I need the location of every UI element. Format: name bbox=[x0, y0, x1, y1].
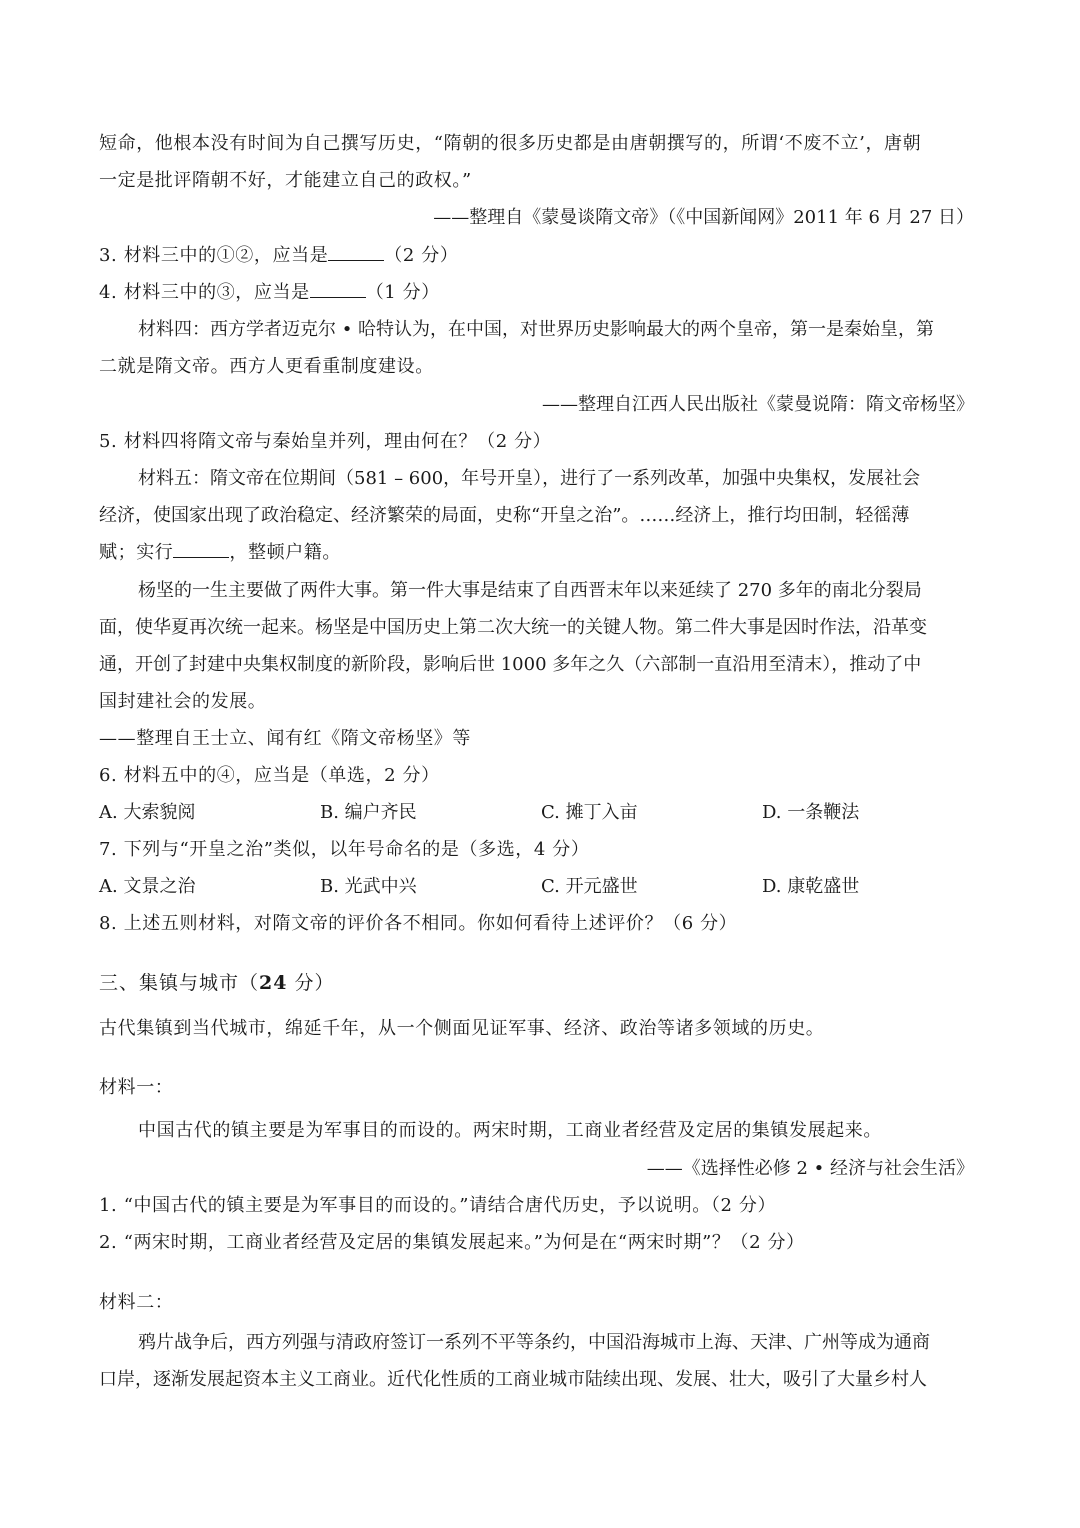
question-8: 8. 上述五则材料，对隋文帝的评价各不相同。你如何看待上述评价？（6 分） bbox=[99, 913, 738, 934]
question-5: 5. 材料四将隋文帝与秦始皇并列，理由何在？（2 分） bbox=[99, 431, 552, 452]
option-d: D. 一条鞭法 bbox=[762, 802, 860, 823]
question-4 bbox=[99, 280, 982, 306]
question-7: 7. 下列与“开皇之治”类似，以年号命名的是（多选，4 分） bbox=[99, 839, 590, 860]
material3-line2: 一定是批评隋朝不好，才能建立自己的政权。” bbox=[99, 170, 472, 191]
material4-source: ——整理自江西人民出版社《蒙曼说隋：隋文帝杨坚》 bbox=[542, 394, 974, 415]
option-b: B. 编户齐民 bbox=[320, 802, 417, 823]
section-3-question-2: 2. “两宋时期，工商业者经营及定居的集镇发展起来。”为何是在“两宋时期”？（2 分） bbox=[99, 1232, 805, 1253]
answer-blank bbox=[328, 244, 384, 261]
question-4-text: 4. 材料三中的③，应当是 bbox=[99, 282, 310, 303]
material5-line3 bbox=[99, 540, 982, 566]
option-a: A. 文景之治 bbox=[99, 876, 196, 897]
material5-para2-line4: 国封建社会的发展。 bbox=[99, 691, 267, 712]
section-3-score: 24 bbox=[259, 972, 288, 994]
material-2-line2: 口岸，逐渐发展起资本主义工商业。近代化性质的工商业城市陆续出现、发展、壮大，吸引了大量乡村人 bbox=[99, 1369, 927, 1390]
question-7-options bbox=[99, 874, 982, 900]
material5-para2-line1: 杨坚的一生主要做了两件大事。第一件大事是结束了自西晋末年以来延续了 270 多年的南北分裂局 bbox=[138, 580, 922, 601]
option-c: C. 开元盛世 bbox=[541, 876, 638, 897]
material5-line2: 经济，使国家出现了政治稳定、经济繁荣的局面，史称“开皇之治”。……经济上，推行均田制，轻徭薄 bbox=[99, 505, 910, 526]
material3-source: ——整理自《蒙曼谈隋文帝》（《中国新闻网》2011 年 6 月 27 日） bbox=[433, 207, 974, 228]
material3-line1: 短命，他根本没有时间为自己撰写历史，“隋朝的很多历史都是由唐朝撰写的，所谓‘不废不立’，唐朝 bbox=[99, 133, 922, 154]
option-b: B. 光武中兴 bbox=[320, 876, 417, 897]
material5-line3-tail: ，整顿户籍。 bbox=[229, 542, 342, 563]
material5-para2-line2: 面，使华夏再次统一起来。杨坚是中国历史上第二次大统一的关键人物。第二件大事是因时作法，沿革变 bbox=[99, 617, 927, 638]
material5-line1: 材料五：隋文帝在位期间（581 – 600，年号开皇），进行了一系列改革，加强中央集权，发展社会 bbox=[138, 468, 921, 489]
material-2-label: 材料二： bbox=[99, 1292, 174, 1313]
question-4-score: （1 分） bbox=[365, 282, 440, 303]
option-c: C. 摊丁入亩 bbox=[541, 802, 638, 823]
answer-blank bbox=[173, 541, 229, 558]
answer-blank bbox=[310, 281, 366, 298]
material-2-line1: 鸦片战争后，西方列强与清政府签订一系列不平等条约，中国沿海城市上海、天津、广州等成为通商 bbox=[138, 1332, 930, 1353]
option-a: A. 大索貌阅 bbox=[99, 802, 196, 823]
section-3-intro: 古代集镇到当代城市，绵延千年，从一个侧面见证军事、经济、政治等诸多领域的历史。 bbox=[99, 1018, 825, 1039]
question-6: 6. 材料五中的④，应当是（单选，2 分） bbox=[99, 765, 440, 786]
material5-source: ——整理自王士立、闻有红《隋文帝杨坚》等 bbox=[99, 728, 471, 749]
material-1-text: 中国古代的镇主要是为军事目的而设的。两宋时期，工商业者经营及定居的集镇发展起来。 bbox=[138, 1120, 882, 1141]
material-1-label: 材料一： bbox=[99, 1077, 174, 1098]
material5-para2-line3: 通，开创了封建中央集权制度的新阶段，影响后世 1000 多年之久（六部制一直沿用至清末），推动了中 bbox=[99, 654, 922, 675]
question-3 bbox=[99, 243, 982, 269]
material4-line1: 材料四：西方学者迈克尔 • 哈特认为，在中国，对世界历史影响最大的两个皇帝，第一是秦始皇，第 bbox=[138, 319, 935, 340]
section-3-title-suffix: 分） bbox=[287, 972, 335, 994]
material4-line2: 二就是隋文帝。西方人更看重制度建设。 bbox=[99, 356, 434, 377]
question-6-options bbox=[99, 800, 982, 826]
option-d: D. 康乾盛世 bbox=[762, 876, 860, 897]
section-3-question-1: 1. “中国古代的镇主要是为军事目的而设的。”请结合唐代历史，予以说明。（2 分） bbox=[99, 1195, 777, 1216]
question-3-score: （2 分） bbox=[384, 245, 459, 266]
material5-line3-text: 赋；实行 bbox=[99, 542, 174, 563]
section-3-title bbox=[99, 970, 335, 996]
section-3-title-prefix: 三、集镇与城市（ bbox=[99, 972, 260, 994]
question-3-text: 3. 材料三中的①②，应当是 bbox=[99, 245, 329, 266]
material-1-source: ——《选择性必修 2 • 经济与社会生活》 bbox=[646, 1158, 974, 1179]
